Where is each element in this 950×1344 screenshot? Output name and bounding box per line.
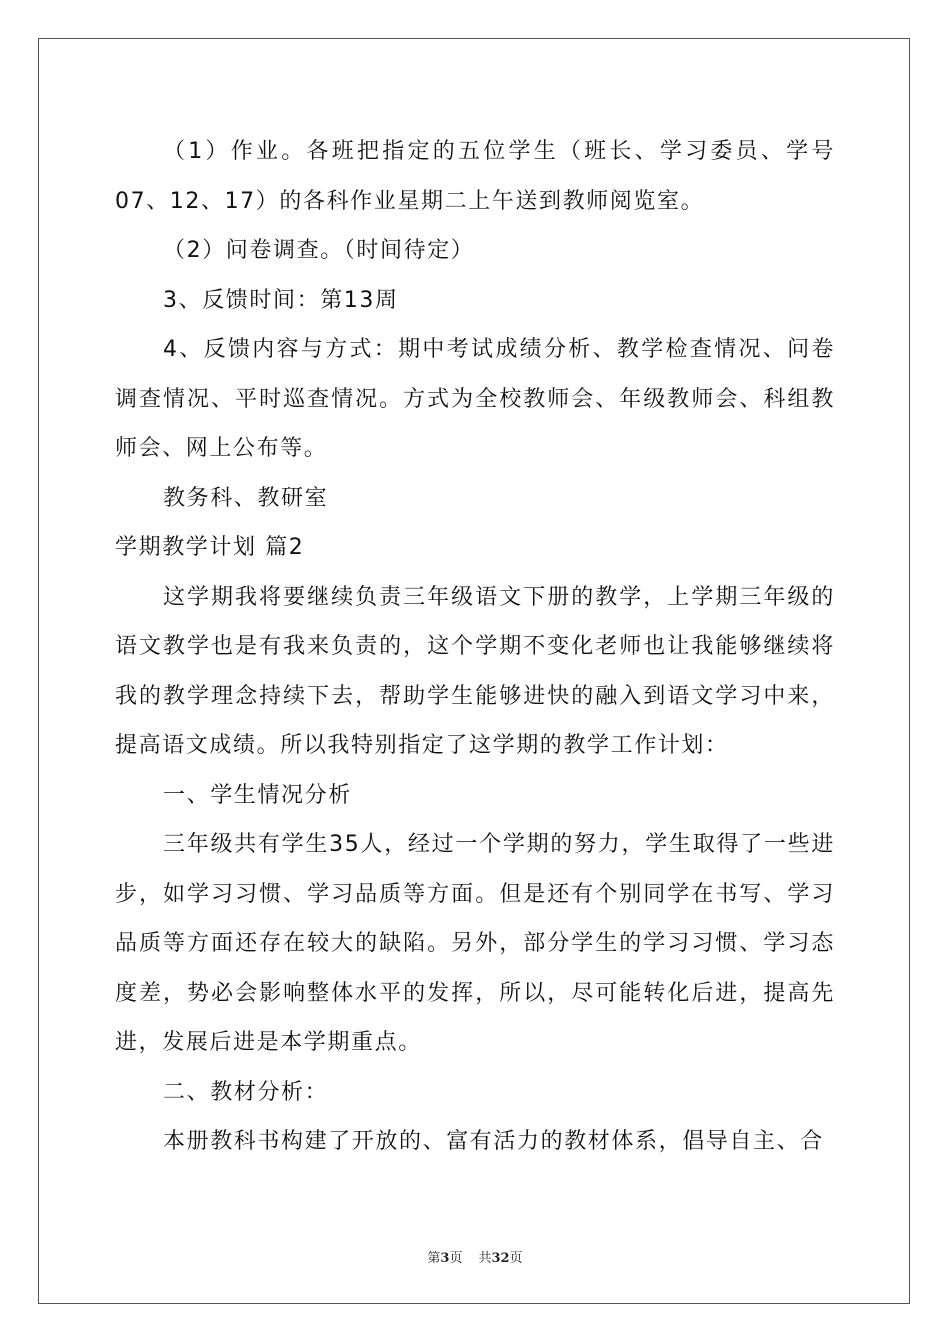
- footer-total-suffix: 页: [509, 1251, 523, 1266]
- paragraph-signature: 教务科、教研室: [163, 485, 329, 511]
- footer-page-suffix: 页: [449, 1251, 463, 1266]
- footer-page-prefix: 第: [427, 1251, 441, 1266]
- paragraph-homework: （1）作业。各班把指定的五位学生（班长、学习委员、学号07、12、17）的各科作业星期二上午送到教师阅览室。: [115, 139, 835, 214]
- footer-total-prefix: 共: [478, 1251, 492, 1266]
- paragraph-textbook-analysis: 本册教科书构建了开放的、富有活力的教材体系，倡导自主、合: [163, 1129, 824, 1154]
- paragraph-student-analysis: 三年级共有学生35人，经过一个学期的努力，学生取得了一些进步，如学习习惯、学习品质等方面。但是还有个别同学在书写、学习品质等方面还存在较大的缺陷。另外，部分学生的学习习惯、学习态度差，势必会影响整体水平的发挥，所以，尽可能转化后进，提高先进，发展后进是本学期重点。: [115, 832, 835, 1055]
- footer-total-number: 32: [491, 1251, 510, 1266]
- paragraph-feedback-time: 3、反馈时间：第13周: [163, 287, 399, 313]
- paragraph-intro: 这学期我将要继续负责三年级语文下册的教学，上学期三年级的语文教学也是有我来负责的，这个学期不变化老师也让我能够继续将我的教学理念持续下去，帮助学生能够进快的融入到语文学习中来，提高语文成绩。所以我特别指定了这学期的教学工作计划：: [115, 584, 835, 758]
- subheading-textbook-analysis: 二、教材分析：: [163, 1079, 329, 1105]
- footer-page-number: 3: [440, 1251, 450, 1266]
- subheading-student-analysis: 一、学生情况分析: [163, 782, 352, 808]
- paragraph-survey: （2）问卷调查。（时间待定）: [163, 238, 475, 263]
- page-footer: [0, 1247, 950, 1266]
- section-heading: 学期教学计划 篇2: [115, 535, 305, 560]
- paragraph-feedback-content: 4、反馈内容与方式：期中考试成绩分析、教学检查情况、问卷调查情况、平时巡查情况。方式为全校教师会、年级教师会、科组教师会、网上公布等。: [115, 337, 835, 461]
- document-body: [115, 127, 835, 1167]
